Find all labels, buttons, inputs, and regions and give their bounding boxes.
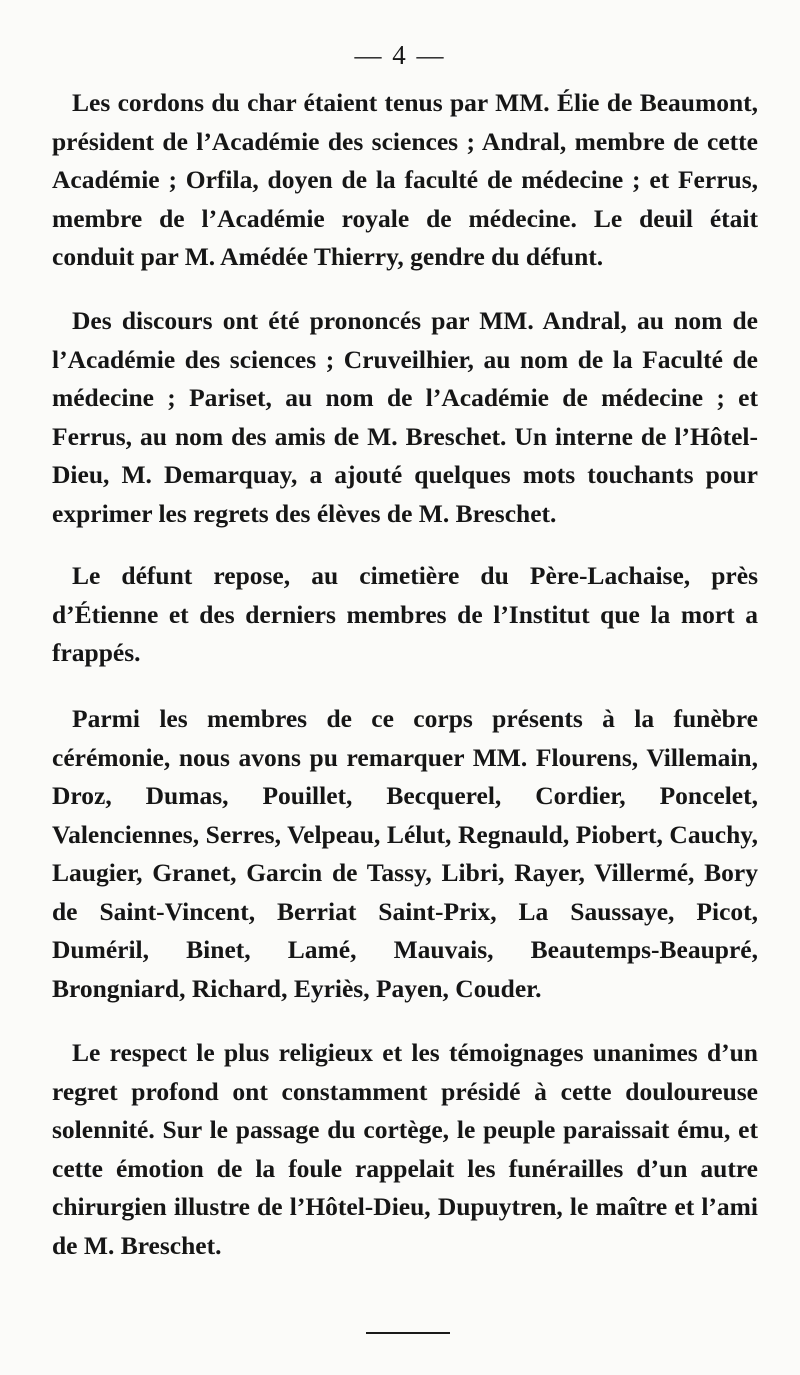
end-rule-divider [366,1332,450,1334]
paragraph-burial-place: Le défunt repose, au cimetière du Père-Lachaise, près d’Étienne et des derniers membres de l’Institut que la mort a frappés. [52,561,758,667]
page-number: — 4 — [354,40,446,70]
paragraph-attending-members: Parmi les membres de ce corps présents à la funèbre cérémonie, nous avons pu remarquer MM. Flourens, Villemain, Droz, Dumas, Pouillet, Becquerel, Cordier, Poncelet, Valenciennes, Serres, Velpeau, Lélut, Regnauld, Piobert, Cauchy, Laugier, Granet, Garcin de Tassy, Libri, Rayer, Villermé, Bory de Saint-Vincent, Berriat Saint-Prix, La Saussaye, Picot, Duméril, Binet, Lamé, Mauvais, Beautemps-Beaupré, Brongniard, Richard, Eyriès, Payen, Couder. [52,704,758,1003]
paragraph-funeral-procession: Les cordons du char étaient tenus par MM. Élie de Beaumont, président de l’Académie des sciences ; Andral, membre de cette Académie ; Orfila, doyen de la faculté de médecine ; et Ferrus, membre de l’Académie royale de médecine. Le deuil était conduit par M. Amédée Thierry, gendre du défunt. [52,88,758,271]
paragraph-speeches: Des discours ont été prononcés par MM. Andral, au nom de l’Académie des sciences ; Cruveilhier, au nom de la Faculté de médecine ; Pariset, au nom de l’Académie de médecine ; et Ferrus, au nom des amis de M. Breschet. Un interne de l’Hôtel-Dieu, M. Demarquay, a ajouté quelques mots touchants pour exprimer les regrets des élèves de M. Breschet. [52,306,758,528]
paragraph-solemnity: Le respect le plus religieux et les témoignages unanimes d’un regret profond ont constamment présidé à cette douloureuse solennité. Sur le passage du cortège, le peuple paraissait ému, et cette émotion de la foule rappelait les funérailles d’un autre chirurgien illustre de l’Hôtel-Dieu, Dupuytren, le maître et l’ami de M. Breschet. [52,1038,758,1260]
